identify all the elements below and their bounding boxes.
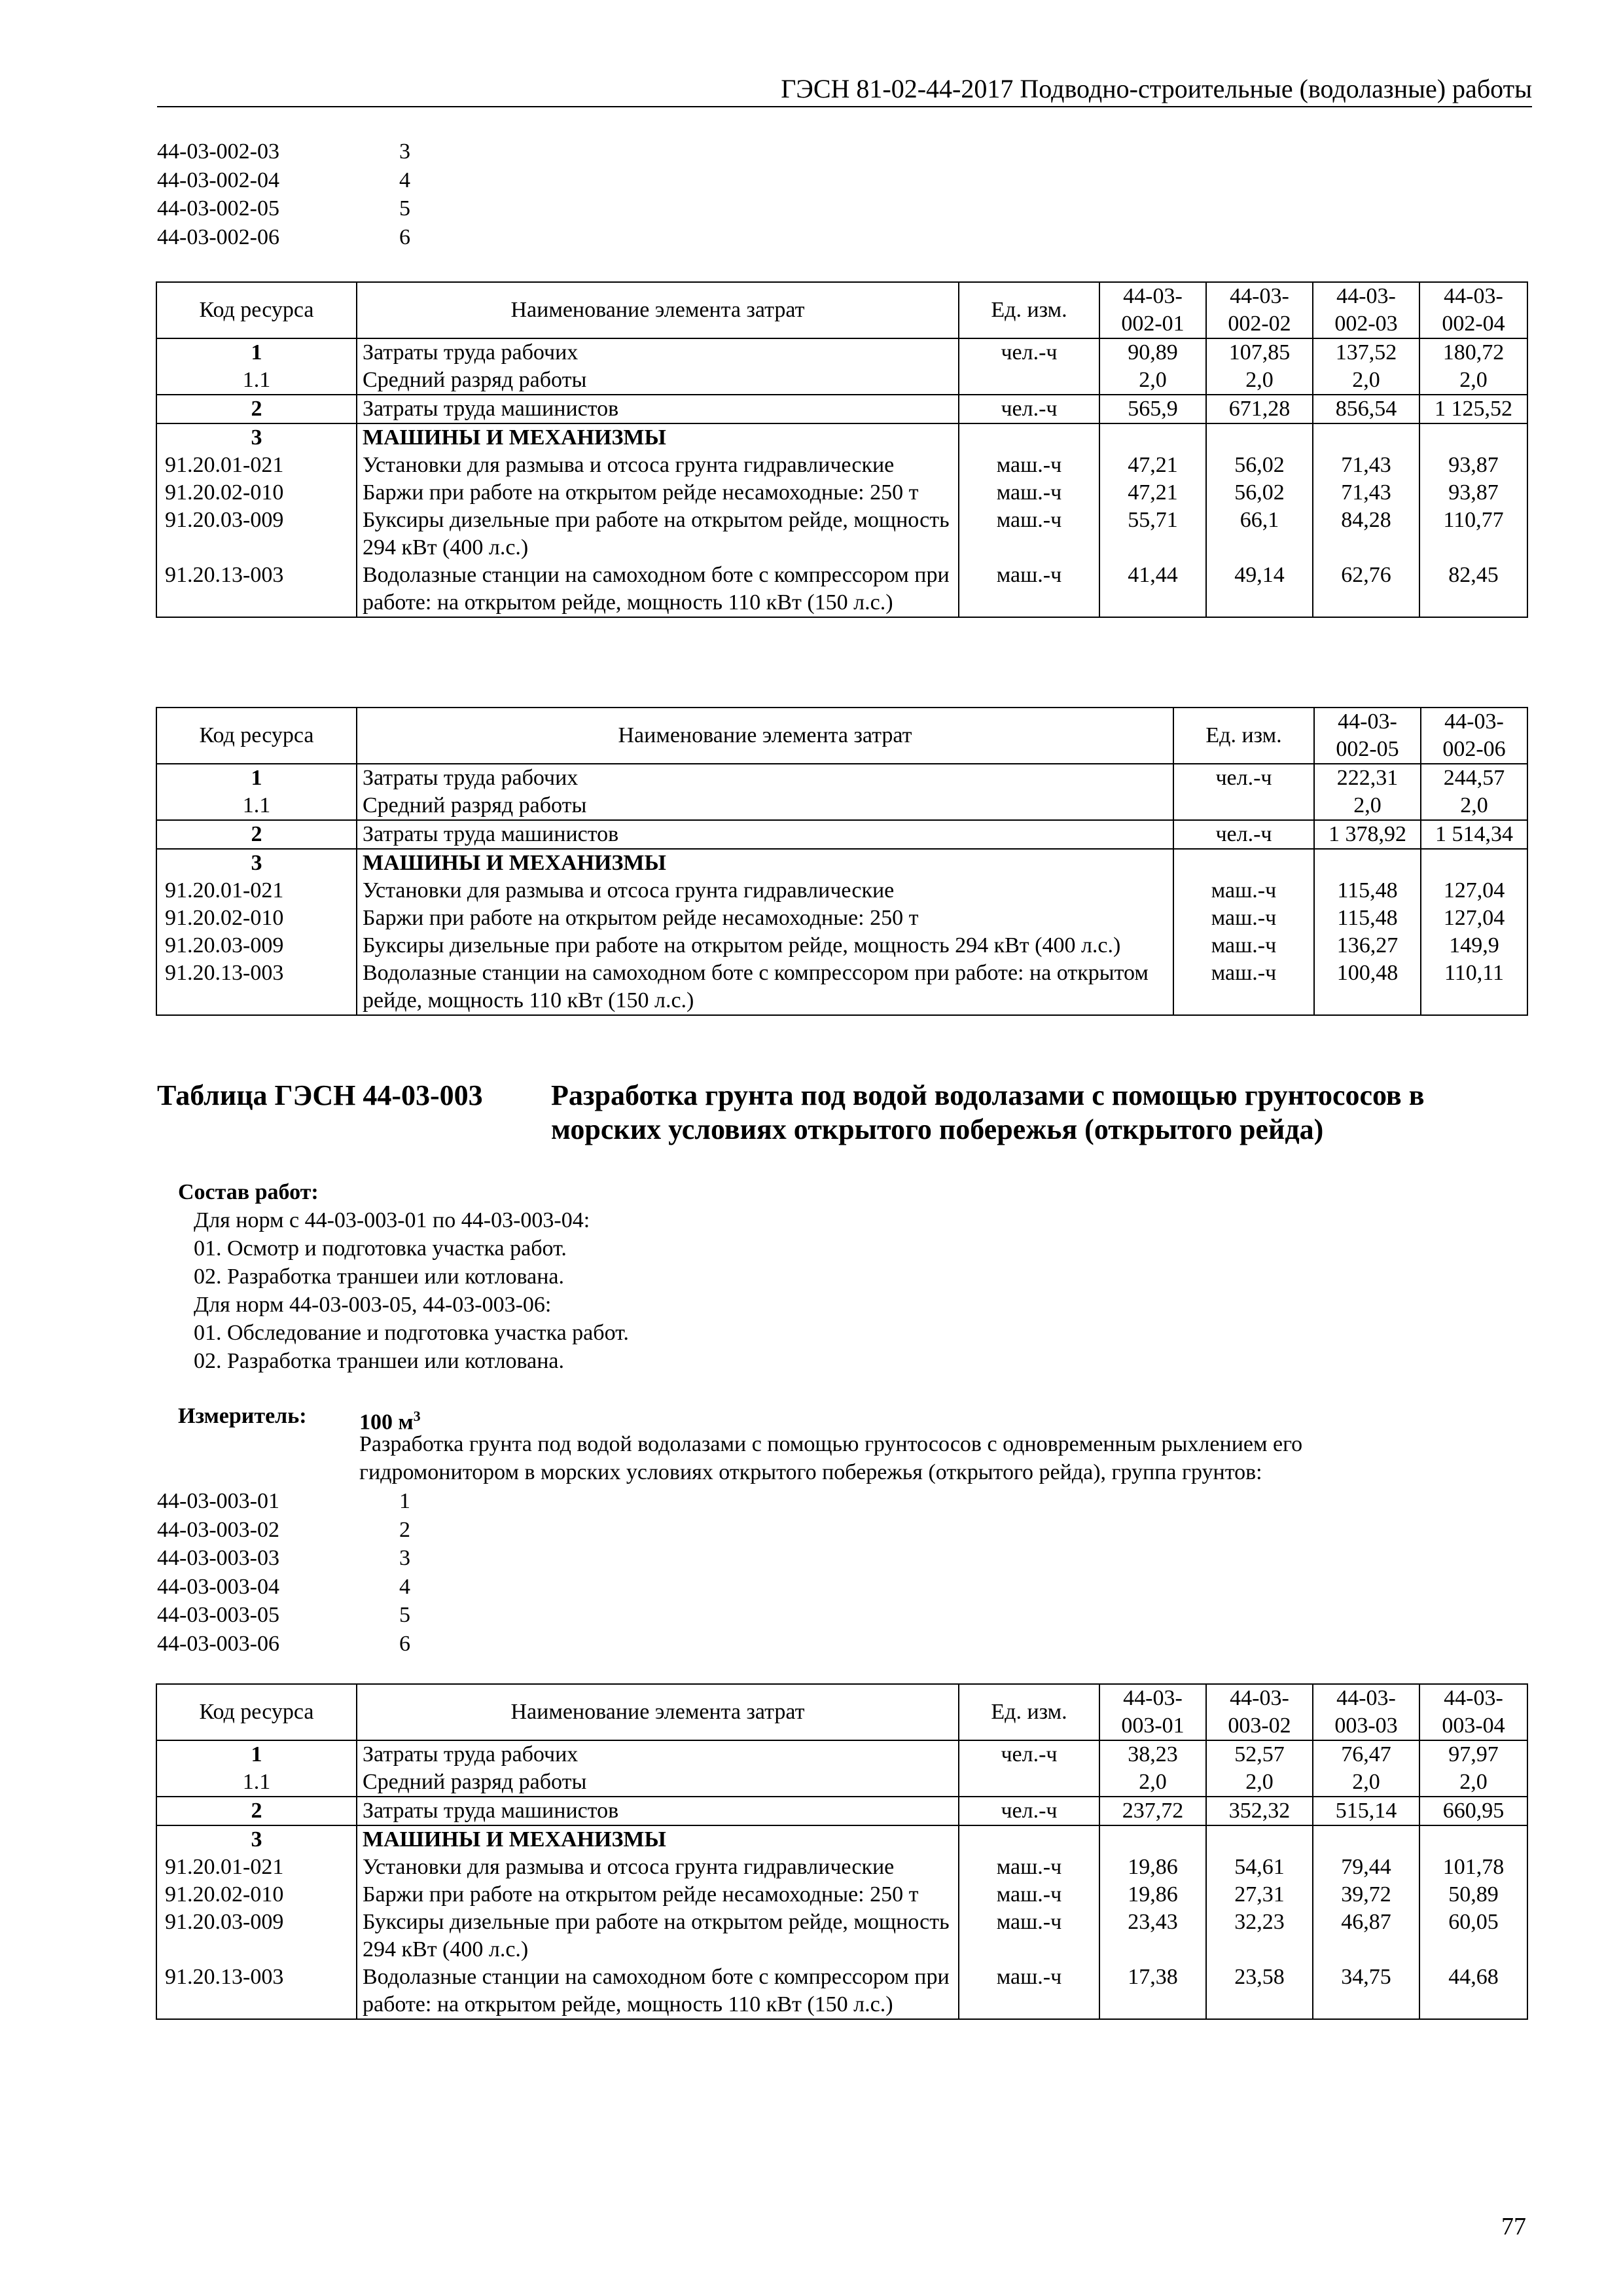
norm-value: 100,48 (1314, 960, 1421, 1015)
header-cell: 44-03- 003-04 (1419, 1684, 1527, 1740)
resource-code: 91.20.02-010 (156, 1881, 357, 1909)
unit: маш.-ч (1173, 905, 1314, 932)
norm-value: 352,32 (1206, 1797, 1313, 1825)
norm-value: 101,78 (1419, 1854, 1527, 1881)
resource-code: 91.20.03-009 (156, 932, 357, 960)
soil-group: 5 (399, 1603, 410, 1627)
code-row (157, 1601, 410, 1630)
table-row (156, 507, 1527, 562)
table-row (156, 479, 1527, 507)
work-item: 01. Осмотр и подготовка участка работ. (194, 1236, 567, 1261)
norm-value: 136,27 (1314, 932, 1421, 960)
norm-value: 41,44 (1099, 562, 1206, 617)
table-row (156, 792, 1527, 820)
header-cell: Наименование элемента затрат (357, 1684, 959, 1740)
norm-value (1313, 423, 1419, 452)
cost-element-name: Буксиры дизельные при работе на открытом рейде, мощность 294 кВт (400 л.с.) (357, 932, 1173, 960)
code-row (157, 223, 410, 252)
norm-value (1206, 423, 1313, 452)
norm-value: 2,0 (1419, 367, 1527, 395)
soil-group: 4 (399, 1574, 410, 1599)
unit (959, 1768, 1099, 1797)
norm-value: 32,23 (1206, 1909, 1313, 1964)
header-rule (157, 106, 1532, 107)
resource-code: 3 (156, 1825, 357, 1854)
header-cell: 44-03- 002-03 (1313, 282, 1419, 338)
unit (959, 423, 1099, 452)
norm-value: 17,38 (1099, 1964, 1206, 2019)
cost-element-name: МАШИНЫ И МЕХАНИЗМЫ (357, 423, 959, 452)
resource-code: 2 (156, 820, 357, 849)
unit (1173, 849, 1314, 877)
norm-value (1314, 849, 1421, 877)
code-row (157, 1516, 410, 1545)
norm-code: 44-03-003-01 (157, 1489, 279, 1513)
norm-value: 44,68 (1419, 1964, 1527, 2019)
norm-value: 82,45 (1419, 562, 1527, 617)
table-row (156, 423, 1527, 452)
resource-code: 91.20.02-010 (156, 905, 357, 932)
norm-value: 2,0 (1421, 792, 1527, 820)
cost-element-name: Водолазные станции на самоходном боте с компрессором при работе: на открытом рейде, мощность 110 кВт (150 л.с.) (357, 1964, 959, 2019)
table-row (156, 905, 1527, 932)
cost-element-name: Затраты труда рабочих (357, 1740, 959, 1768)
norm-value: 856,54 (1313, 395, 1419, 423)
norm-value: 46,87 (1313, 1909, 1419, 1964)
resource-code: 1 (156, 338, 357, 367)
resource-code: 2 (156, 395, 357, 423)
code-row (157, 1544, 410, 1573)
table-row (156, 1768, 1527, 1797)
norm-table-44-03-002-05-06 (156, 707, 1528, 1016)
work-item: 01. Обследование и подготовка участка работ. (194, 1321, 629, 1345)
norm-value: 127,04 (1421, 905, 1527, 932)
table-row (156, 764, 1527, 792)
table-row (156, 395, 1527, 423)
table-row (156, 452, 1527, 479)
resource-code: 1.1 (156, 367, 357, 395)
code-row (157, 137, 410, 166)
norm-value: 52,57 (1206, 1740, 1313, 1768)
norm-code: 44-03-003-03 (157, 1546, 279, 1570)
resource-code: 91.20.02-010 (156, 479, 357, 507)
cost-element-name: Водолазные станции на самоходном боте с компрессором при работе: на открытом рейде, мощность 110 кВт (150 л.с.) (357, 562, 959, 617)
norm-value: 2,0 (1313, 367, 1419, 395)
norm-value: 107,85 (1206, 338, 1313, 367)
header-cell: 44-03- 003-01 (1099, 1684, 1206, 1740)
cost-element-name: Средний разряд работы (357, 792, 1173, 820)
norm-value: 19,86 (1099, 1854, 1206, 1881)
table-row (156, 932, 1527, 960)
unit: маш.-ч (959, 1854, 1099, 1881)
norm-code: 44-03-003-05 (157, 1603, 279, 1627)
norm-value: 34,75 (1313, 1964, 1419, 2019)
section-code-list (157, 1487, 410, 1658)
norm-value: 2,0 (1099, 1768, 1206, 1797)
norm-value: 110,11 (1421, 960, 1527, 1015)
unit: чел.-ч (959, 1797, 1099, 1825)
unit: маш.-ч (959, 1909, 1099, 1964)
norm-value (1419, 1825, 1527, 1854)
unit: чел.-ч (1173, 820, 1314, 849)
norm-value: 244,57 (1421, 764, 1527, 792)
table-row (156, 1740, 1527, 1768)
norm-value: 149,9 (1421, 932, 1527, 960)
resource-code: 91.20.03-009 (156, 1909, 357, 1964)
work-item: Для норм 44-03-003-05, 44-03-003-06: (194, 1293, 552, 1317)
resource-code: 91.20.01-021 (156, 877, 357, 905)
norm-value: 55,71 (1099, 507, 1206, 562)
norm-value (1206, 1825, 1313, 1854)
norm-value: 90,89 (1099, 338, 1206, 367)
resource-code: 1 (156, 1740, 357, 1768)
resource-code: 2 (156, 1797, 357, 1825)
unit: чел.-ч (959, 1740, 1099, 1768)
resource-code: 91.20.03-009 (156, 507, 357, 562)
soil-group: 6 (399, 1631, 410, 1656)
meter-value: 100 $м^3$ (359, 1408, 421, 1435)
table-row (156, 367, 1527, 395)
norm-value: 127,04 (1421, 877, 1527, 905)
norm-value: 110,77 (1419, 507, 1527, 562)
table-row (156, 960, 1527, 1015)
resource-code: 91.20.13-003 (156, 960, 357, 1015)
header-cell: 44-03- 003-03 (1313, 1684, 1419, 1740)
norm-value (1421, 849, 1527, 877)
norm-value: 565,9 (1099, 395, 1206, 423)
soil-group: 1 (399, 1489, 410, 1513)
norm-value: 115,48 (1314, 905, 1421, 932)
cost-element-name: Затраты труда машинистов (357, 395, 959, 423)
norm-code: 44-03-002-06 (157, 224, 279, 249)
cost-element-name: МАШИНЫ И МЕХАНИЗМЫ (357, 1825, 959, 1854)
page-number: 77 (1501, 2213, 1526, 2240)
unit: маш.-ч (959, 562, 1099, 617)
norm-value: 54,61 (1206, 1854, 1313, 1881)
norm-table-44-03-003-01-04 (156, 1683, 1528, 2020)
norm-value: 50,89 (1419, 1881, 1527, 1909)
header-cell: Ед. изм. (959, 282, 1099, 338)
unit: чел.-ч (959, 395, 1099, 423)
table-label: Таблица ГЭСН 44-03-003 (157, 1079, 483, 1111)
norm-value: 62,76 (1313, 562, 1419, 617)
soil-group: 3 (399, 1546, 410, 1570)
norm-value: 2,0 (1314, 792, 1421, 820)
cost-element-name: Установки для размыва и отсоса грунта гидравлические (357, 1854, 959, 1881)
norm-value: 60,05 (1419, 1909, 1527, 1964)
norm-value: 97,97 (1419, 1740, 1527, 1768)
header-cell: Ед. изм. (959, 1684, 1099, 1740)
code-row (157, 1630, 410, 1659)
norm-code: 44-03-003-06 (157, 1631, 279, 1656)
norm-value: 23,58 (1206, 1964, 1313, 2019)
header-cell: Наименование элемента затрат (357, 282, 959, 338)
cost-element-name: Затраты труда рабочих (357, 764, 1173, 792)
cost-element-name: Установки для размыва и отсоса грунта гидравлические (357, 877, 1173, 905)
norm-value: 39,72 (1313, 1881, 1419, 1909)
norm-value: 66,1 (1206, 507, 1313, 562)
norm-value: 222,31 (1314, 764, 1421, 792)
table-row (156, 849, 1527, 877)
norm-value: 93,87 (1419, 479, 1527, 507)
table-row (156, 562, 1527, 617)
header-cell: Код ресурса (156, 708, 357, 764)
code-row (157, 166, 410, 195)
resource-code: 1 (156, 764, 357, 792)
norm-code: 44-03-003-02 (157, 1517, 279, 1542)
unit: маш.-ч (959, 479, 1099, 507)
norm-value: 56,02 (1206, 479, 1313, 507)
unit (959, 367, 1099, 395)
unit: маш.-ч (959, 1881, 1099, 1909)
norm-value: 180,72 (1419, 338, 1527, 367)
cost-element-name: Баржи при работе на открытом рейде несамоходные: 250 т (357, 1881, 959, 1909)
cost-element-name: Затраты труда машинистов (357, 1797, 959, 1825)
unit: чел.-ч (959, 338, 1099, 367)
code-row (157, 194, 410, 223)
norm-value: 47,21 (1099, 479, 1206, 507)
cost-element-name: Установки для размыва и отсоса грунта гидравлические (357, 452, 959, 479)
resource-code: 1.1 (156, 1768, 357, 1797)
table-row (156, 1964, 1527, 2019)
cost-element-name: Затраты труда машинистов (357, 820, 1173, 849)
table-row (156, 338, 1527, 367)
norm-value: 515,14 (1313, 1797, 1419, 1825)
norm-value (1099, 423, 1206, 452)
work-composition (178, 1178, 629, 1375)
norm-value (1419, 423, 1527, 452)
norm-value: 1 125,52 (1419, 395, 1527, 423)
header-cell: Код ресурса (156, 282, 357, 338)
norm-value: 2,0 (1313, 1768, 1419, 1797)
norm-value: 2,0 (1419, 1768, 1527, 1797)
resource-code: 91.20.13-003 (156, 1964, 357, 2019)
unit: маш.-ч (959, 452, 1099, 479)
meter-description: Разработка грунта под водой водолазами с помощью грунтососов с одновременным рыхлением его гидромонитором в морских условиях открытого побережья (открытого рейда), группа грунтов: (359, 1432, 1303, 1484)
cost-element-name: МАШИНЫ И МЕХАНИЗМЫ (357, 849, 1173, 877)
cost-element-name: Средний разряд работы (357, 1768, 959, 1797)
norm-code: 44-03-002-04 (157, 168, 279, 192)
table-header-row (156, 1684, 1527, 1740)
soil-group: 3 (399, 139, 410, 164)
cost-element-name: Средний разряд работы (357, 367, 959, 395)
norm-code: 44-03-002-05 (157, 196, 279, 221)
table-row (156, 877, 1527, 905)
unit (1173, 792, 1314, 820)
resource-code: 1.1 (156, 792, 357, 820)
norm-value: 49,14 (1206, 562, 1313, 617)
resource-code: 91.20.01-021 (156, 452, 357, 479)
header-cell: 44-03- 002-05 (1314, 708, 1421, 764)
unit: чел.-ч (1173, 764, 1314, 792)
header-cell: 44-03- 002-06 (1421, 708, 1527, 764)
table-title: Разработка грунта под водой водолазами с помощью грунтососов в морских условиях открытого побережья (открытого рейда) (551, 1079, 1425, 1145)
table-row (156, 1909, 1527, 1964)
table-header-row (156, 282, 1527, 338)
norm-value: 47,21 (1099, 452, 1206, 479)
cost-element-name: Водолазные станции на самоходном боте с компрессором при работе: на открытом рейде, мощность 110 кВт (150 л.с.) (357, 960, 1173, 1015)
code-row (157, 1487, 410, 1516)
header-cell: Код ресурса (156, 1684, 357, 1740)
table-row (156, 820, 1527, 849)
norm-value: 137,52 (1313, 338, 1419, 367)
norm-value (1313, 1825, 1419, 1854)
norm-value: 237,72 (1099, 1797, 1206, 1825)
cost-element-name: Баржи при работе на открытом рейде несамоходные: 250 т (357, 905, 1173, 932)
resource-code: 91.20.01-021 (156, 1854, 357, 1881)
table-row (156, 1881, 1527, 1909)
unit: маш.-ч (959, 1964, 1099, 2019)
unit (959, 1825, 1099, 1854)
norm-value: 84,28 (1313, 507, 1419, 562)
cost-element-name: Буксиры дизельные при работе на открытом рейде, мощность 294 кВт (400 л.с.) (357, 507, 959, 562)
resource-code: 91.20.13-003 (156, 562, 357, 617)
norm-value: 79,44 (1313, 1854, 1419, 1881)
table-row (156, 1797, 1527, 1825)
norm-value: 71,43 (1313, 479, 1419, 507)
norm-value: 115,48 (1314, 877, 1421, 905)
work-item: Для норм с 44-03-003-01 по 44-03-003-04: (194, 1208, 590, 1232)
norm-value: 23,43 (1099, 1909, 1206, 1964)
unit: маш.-ч (1173, 960, 1314, 1015)
unit: маш.-ч (1173, 877, 1314, 905)
table-row (156, 1825, 1527, 1854)
norm-value: 1 378,92 (1314, 820, 1421, 849)
running-header: ГЭСН 81-02-44-2017 Подводно-строительные (водолазные) работы (781, 74, 1532, 103)
norm-value: 660,95 (1419, 1797, 1527, 1825)
resource-code: 3 (156, 423, 357, 452)
soil-group: 5 (399, 196, 410, 221)
header-cell: 44-03- 003-02 (1206, 1684, 1313, 1740)
table-row (156, 1854, 1527, 1881)
cost-element-name: Буксиры дизельные при работе на открытом рейде, мощность 294 кВт (400 л.с.) (357, 1909, 959, 1964)
norm-value: 671,28 (1206, 395, 1313, 423)
norm-value: 76,47 (1313, 1740, 1419, 1768)
resource-code: 3 (156, 849, 357, 877)
norm-value: 2,0 (1206, 1768, 1313, 1797)
norm-code: 44-03-002-03 (157, 139, 279, 164)
top-code-list (157, 137, 410, 251)
unit: маш.-ч (959, 507, 1099, 562)
work-item: 02. Разработка траншеи или котлована. (194, 1265, 565, 1289)
norm-table-44-03-002-01-04 (156, 281, 1528, 618)
norm-value: 38,23 (1099, 1740, 1206, 1768)
norm-code: 44-03-003-04 (157, 1574, 279, 1599)
soil-group: 6 (399, 224, 410, 249)
header-cell: 44-03- 002-04 (1419, 282, 1527, 338)
norm-value: 2,0 (1206, 367, 1313, 395)
norm-value: 2,0 (1099, 367, 1206, 395)
cost-element-name: Баржи при работе на открытом рейде несамоходные: 250 т (357, 479, 959, 507)
header-cell: 44-03- 002-02 (1206, 282, 1313, 338)
header-cell: 44-03- 002-01 (1099, 282, 1206, 338)
norm-value (1099, 1825, 1206, 1854)
unit: маш.-ч (1173, 932, 1314, 960)
work-item: 02. Разработка траншеи или котлована. (194, 1349, 565, 1373)
header-cell: Ед. изм. (1173, 708, 1314, 764)
cost-element-name: Затраты труда рабочих (357, 338, 959, 367)
table-header-row (156, 708, 1527, 764)
work-composition-title: Состав работ: (178, 1180, 319, 1204)
norm-value: 1 514,34 (1421, 820, 1527, 849)
norm-value: 27,31 (1206, 1881, 1313, 1909)
soil-group: 4 (399, 168, 410, 192)
norm-value: 93,87 (1419, 452, 1527, 479)
norm-value: 71,43 (1313, 452, 1419, 479)
meter-label: Измеритель: (178, 1404, 307, 1428)
norm-value: 56,02 (1206, 452, 1313, 479)
soil-group: 2 (399, 1517, 410, 1542)
code-row (157, 1573, 410, 1602)
header-cell: Наименование элемента затрат (357, 708, 1173, 764)
norm-value: 19,86 (1099, 1881, 1206, 1909)
